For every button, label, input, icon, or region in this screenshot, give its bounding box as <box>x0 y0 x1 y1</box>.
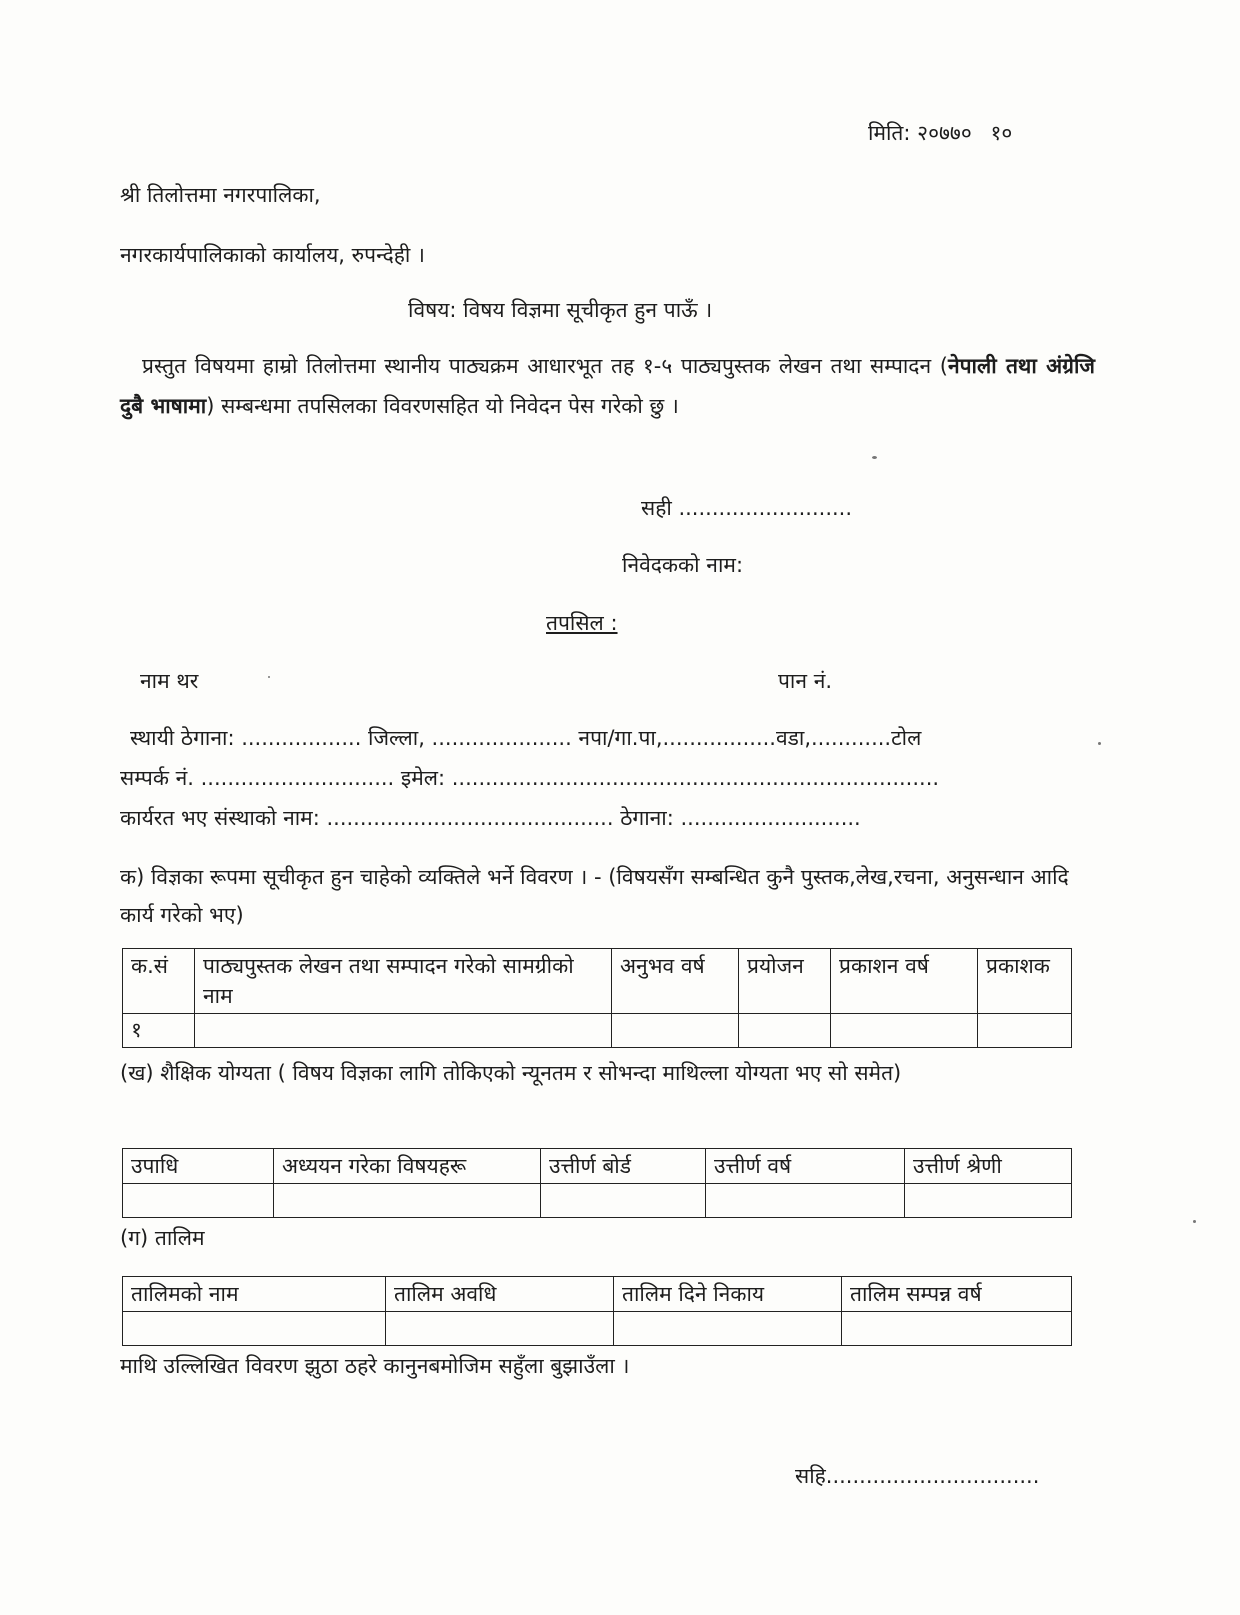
cell-empty[interactable] <box>195 1014 612 1048</box>
organisation-field-line: कार्यरत भए संस्थाको नाम: ........................................... ठेगाना: ........................... <box>120 806 861 830</box>
date-label-text: मिति: २०७७० <box>868 121 972 145</box>
cell-empty[interactable] <box>612 1014 739 1048</box>
table-header-row <box>123 1277 1072 1312</box>
col-material-name: पाठ्यपुस्तक लेखन तथा सम्पादन गरेको सामग्रीको नाम <box>195 949 612 1014</box>
address-field-line: स्थायी ठेगाना: .................. जिल्ला, ..................... नपा/गा.पा,.................वडा,............टोल <box>130 726 922 750</box>
body-text-2: ) सम्बन्धमा तपसिलका विवरणसहित यो निवेदन पेस गरेको छु । <box>206 394 679 418</box>
pan-field-label: पान नं. <box>778 669 833 693</box>
addressee-line-2: नगरकार्यपालिकाको कार्यालय, रुपन्देही । <box>120 243 425 267</box>
cell-empty[interactable] <box>541 1184 706 1218</box>
contact-field-line: सम्पर्क नं. ............................. इमेल: ......................................................................... <box>120 766 940 790</box>
col-degree: उपाधि <box>123 1149 274 1184</box>
date-label <box>868 119 1012 147</box>
cell-empty[interactable] <box>842 1312 1072 1346</box>
qualification-table <box>122 1148 1072 1218</box>
cell-empty[interactable] <box>905 1184 1072 1218</box>
scan-speck <box>268 676 270 678</box>
signature-line: सही .......................... <box>641 496 853 520</box>
col-training-provider: तालिम दिने निकाय <box>614 1277 842 1312</box>
table-row <box>123 1014 1072 1048</box>
body-bold-text: नेपाली तथा अंग्रेजि दुबै भाषामा <box>120 354 1095 418</box>
cell-empty[interactable] <box>706 1184 905 1218</box>
col-training-name: तालिमको नाम <box>123 1277 386 1312</box>
col-publisher: प्रकाशक <box>978 949 1072 1014</box>
final-signature-line: सहि................................ <box>795 1464 1040 1488</box>
subject-line: विषय: विषय विज्ञमा सूचीकृत हुन पाऊँ । <box>408 298 713 322</box>
table-row <box>123 1312 1072 1346</box>
col-division: उत्तीर्ण श्रेणी <box>905 1149 1072 1184</box>
cell-empty[interactable] <box>978 1014 1072 1048</box>
col-board: उत्तीर्ण बोर्ड <box>541 1149 706 1184</box>
cell-empty[interactable] <box>123 1184 274 1218</box>
applicant-name-label: निवेदकको नाम: <box>622 553 744 577</box>
col-training-year: तालिम सम्पन्न वर्ष <box>842 1277 1072 1312</box>
scan-speck <box>872 456 877 459</box>
col-serial: क.सं <box>123 949 195 1014</box>
tapasil-heading: तपसिल : <box>546 611 618 635</box>
section-ka-text: क) विज्ञका रूपमा सूचीकृत हुन चाहेको व्यक्तिले भर्ने विवरण । - (विषयसँग सम्बन्धित कुनै पुस्तक,लेख,रचना, अनुसन्धान आदि कार्य गरेको भए) <box>120 865 1069 927</box>
col-subjects: अध्ययन गरेका विषयहरू <box>274 1149 541 1184</box>
declaration-text: माथि उल्लिखित विवरण झुठा ठहरे कानुनबमोजिम सहुँला बुझाउँला । <box>120 1354 630 1378</box>
cell-serial: १ <box>123 1014 195 1048</box>
table-header-row <box>123 1149 1072 1184</box>
body-paragraph <box>120 346 1095 426</box>
experience-table <box>122 948 1072 1048</box>
cell-empty[interactable] <box>386 1312 614 1346</box>
cell-empty[interactable] <box>831 1014 978 1048</box>
cell-empty[interactable] <box>123 1312 386 1346</box>
body-text-1: प्रस्तुत विषयमा हाम्रो तिलोत्तमा स्थानीय पाठ्यक्रम आधारभूत तह १-५ पाठ्यपुस्तक लेखन तथा सम्पादन ( <box>142 354 948 378</box>
table-header-row <box>123 949 1072 1014</box>
col-pass-year: उत्तीर्ण वर्ष <box>706 1149 905 1184</box>
cell-empty[interactable] <box>614 1312 842 1346</box>
addressee-line-1: श्री तिलोत्तमा नगरपालिका, <box>120 183 321 207</box>
section-kha-text: (ख) शैक्षिक योग्यता ( विषय विज्ञका लागि तोकिएको न्यूनतम र सोभन्दा माथिल्ला योग्यता भए सो समेत) <box>120 1061 902 1085</box>
cell-empty[interactable] <box>274 1184 541 1218</box>
date-tail-text: १० <box>990 121 1013 145</box>
cell-empty[interactable] <box>739 1014 831 1048</box>
col-publication-year: प्रकाशन वर्ष <box>831 949 978 1014</box>
table-row <box>123 1184 1072 1218</box>
scan-speck <box>1098 742 1101 745</box>
col-training-duration: तालिम अवधि <box>386 1277 614 1312</box>
section-ga-text: (ग) तालिम <box>120 1226 205 1250</box>
scan-speck <box>1193 1220 1196 1223</box>
training-table <box>122 1276 1072 1346</box>
col-experience-year: अनुभव वर्ष <box>612 949 739 1014</box>
name-field-label: नाम थर <box>140 669 199 693</box>
col-purpose: प्रयोजन <box>739 949 831 1014</box>
